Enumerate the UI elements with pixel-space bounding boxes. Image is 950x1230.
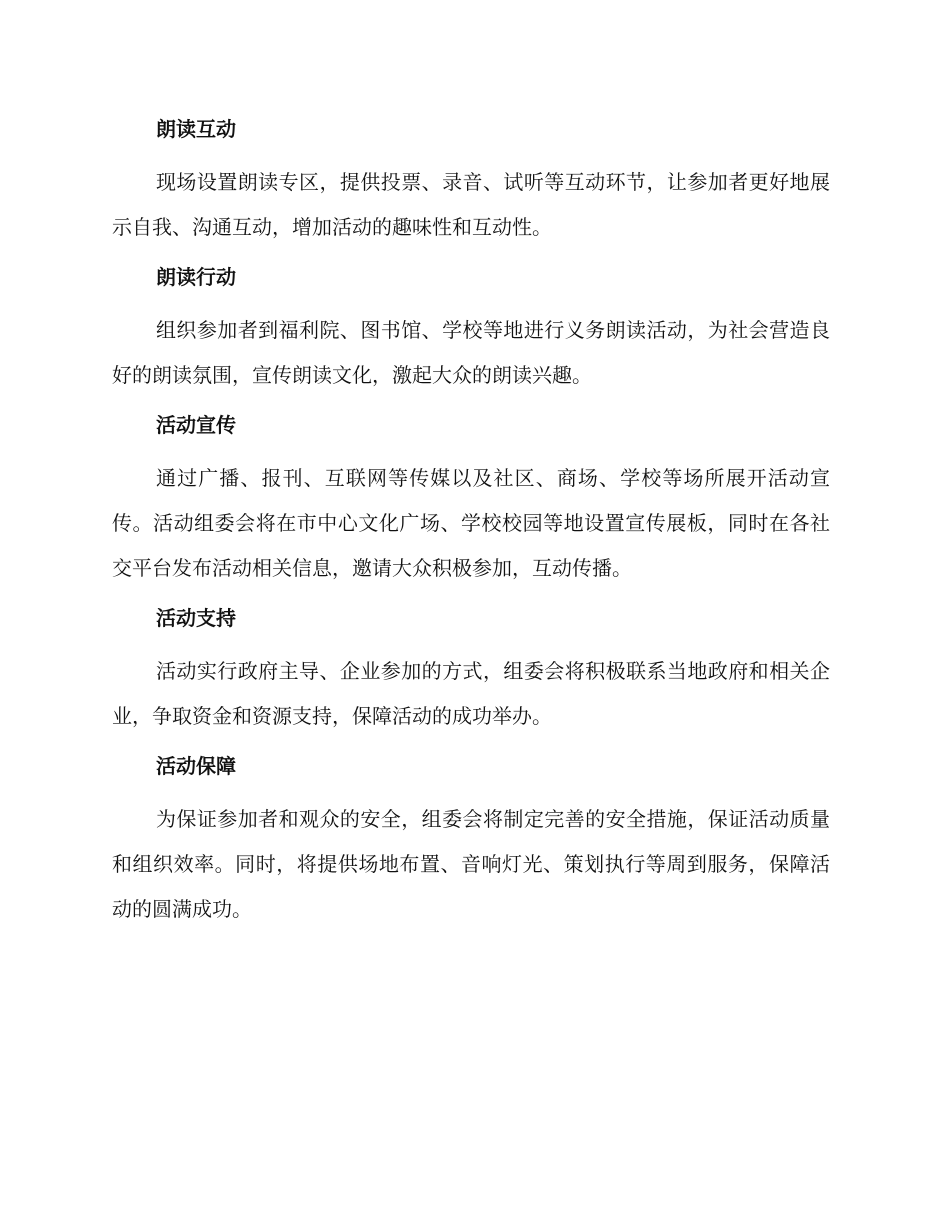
section-publicity <box>112 410 830 591</box>
section-heading: 活动支持 <box>156 606 236 630</box>
section-paragraph: 现场设置朗读专区，提供投票、录音、试听等互动环节，让参加者更好地展示自我、沟通互动，增加活动的趣味性和互动性。 <box>112 170 830 239</box>
section-heading: 朗读互动 <box>156 117 236 141</box>
section-reading-interaction <box>112 114 830 250</box>
section-heading: 朗读行动 <box>156 265 236 289</box>
section-reading-action <box>112 262 830 398</box>
section-heading: 活动宣传 <box>156 413 236 437</box>
section-paragraph: 组织参加者到福利院、图书馆、学校等地进行义务朗读活动，为社会营造良好的朗读氛围，宣传朗读文化，激起大众的朗读兴趣。 <box>112 318 830 387</box>
section-paragraph: 活动实行政府主导、企业参加的方式，组委会将积极联系当地政府和相关企业，争取资金和资源支持，保障活动的成功举办。 <box>112 659 830 728</box>
section-safeguard <box>112 751 830 932</box>
section-paragraph: 为保证参加者和观众的安全，组委会将制定完善的安全措施，保证活动质量和组织效率。同时，将提供场地布置、音响灯光、策划执行等周到服务，保障活动的圆满成功。 <box>112 807 830 921</box>
section-support <box>112 603 830 739</box>
section-paragraph: 通过广播、报刊、互联网等传媒以及社区、商场、学校等场所展开活动宣传。活动组委会将在市中心文化广场、学校校园等地设置宣传展板，同时在各社交平台发布活动相关信息，邀请大众积极参加，互动传播。 <box>112 466 830 580</box>
section-heading: 活动保障 <box>156 754 236 778</box>
